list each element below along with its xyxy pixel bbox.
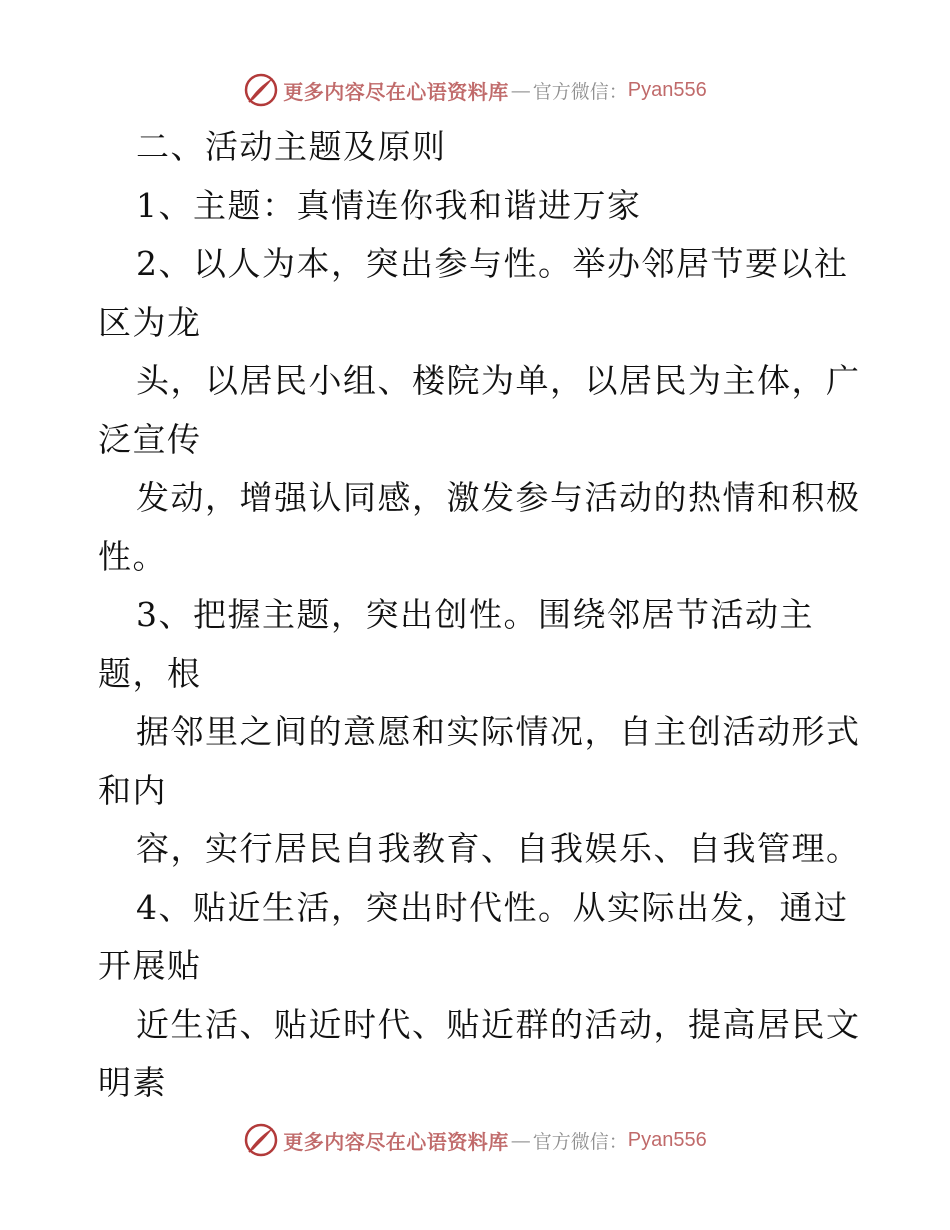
text-line: 近生活、贴近时代、贴近群的活动，提高居民文: [136, 1004, 861, 1044]
text-line: 发动，增强认同感，激发参与活动的热情和积极: [136, 478, 861, 517]
text-line: 题，根: [98, 653, 202, 693]
header-wechat-id: Pyan556: [627, 78, 707, 101]
section-heading: 二、活动主题及原则: [136, 127, 447, 166]
header-site-text: 更多内容尽在心语资料库: [283, 79, 509, 104]
text-line: 区为龙: [98, 302, 202, 342]
footer-dash: —: [510, 1128, 531, 1152]
text-line: 性。: [98, 536, 167, 576]
text-line: 头，以居民小组、楼院为单，以居民为主体，广: [136, 361, 861, 400]
text-line: 2、以人为本，突出参与性。举办邻居节要以社: [136, 244, 849, 283]
text-line: 和内: [98, 770, 167, 810]
footer-banner: [0, 1118, 950, 1162]
header-dash: —: [510, 78, 531, 102]
quill-logo-icon: [243, 72, 279, 108]
quill-logo-icon: [243, 1122, 279, 1158]
text-line: 4、贴近生活，突出时代性。从实际出发，通过: [136, 887, 849, 927]
header-wechat-label: 官方微信：: [532, 80, 628, 103]
text-line: 开展贴: [98, 946, 202, 985]
footer-wechat-id: Pyan556: [627, 1128, 707, 1151]
document-body: [98, 118, 861, 1113]
text-line: 明素: [98, 1063, 167, 1102]
text-line: 据邻里之间的意愿和实际情况，自主创活动形式: [136, 712, 861, 751]
header-banner: [0, 68, 950, 112]
text-line: 3、把握主题，突出创性。围绕邻居节活动主: [136, 595, 814, 634]
text-line: 泛宣传: [98, 419, 202, 459]
footer-wechat-label: 官方微信：: [532, 1130, 628, 1153]
footer-site-text: 更多内容尽在心语资料库: [283, 1129, 509, 1154]
text-line: 容，实行居民自我教育、自我娱乐、自我管理。: [136, 829, 861, 868]
text-line: 1、主题：真情连你我和谐进万家: [136, 185, 642, 225]
